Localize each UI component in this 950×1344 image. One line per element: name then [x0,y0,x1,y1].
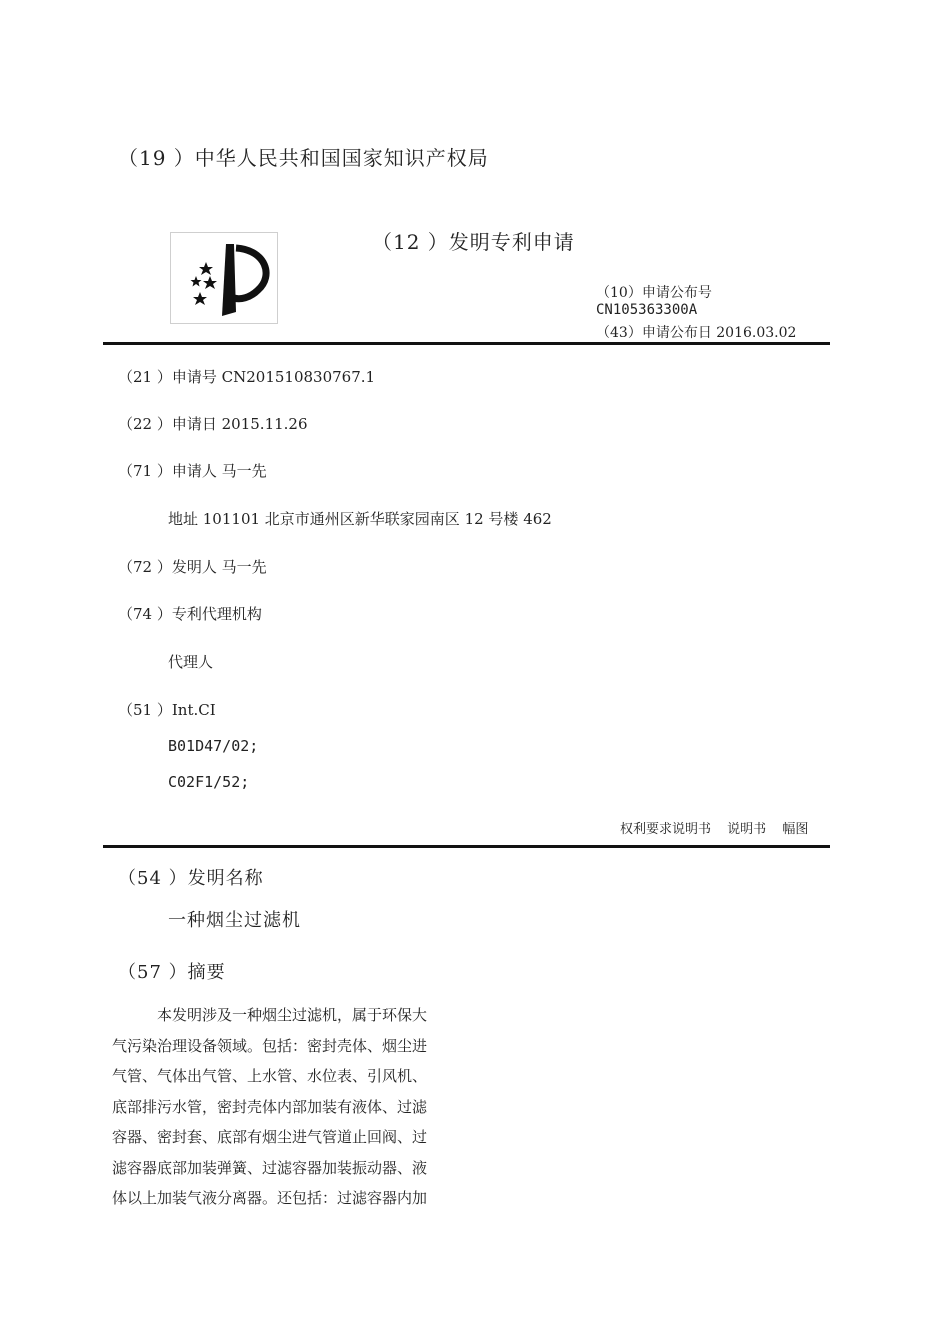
patent-agency: （74 ）专利代理机构 [118,605,262,623]
abstract-line: 体以上加装气液分离器。还包括：过滤容器内加 [112,1189,428,1207]
abstract-line: 气污染治理设备领域。包括：密封壳体、烟尘进 [112,1036,428,1055]
claims-link[interactable]: 权利要求说明书 [620,822,712,837]
inventor: （72 ）发明人 马一先 [118,558,267,576]
abstract-text [112,1000,462,1214]
application-date: （22 ）申请日 2015.11.26 [118,415,308,433]
abstract-line: 底部排污水管，密封壳体内部加装有液体、过滤 [112,1097,428,1116]
abstract-heading: （57 ）摘要 [118,962,226,983]
issuing-office: （19 ）中华人民共和国国家知识产权局 [118,146,489,170]
ipc-code-1: B01D47/02; [168,737,259,755]
applicant-address: 地址 101101 北京市通州区新华联家园南区 12 号楼 462 [168,510,552,528]
publication-number-label: （10）申请公布号 [596,285,712,301]
abstract-line: 容器、密封套、底部有烟尘进气管道止回阀、过 [112,1128,428,1146]
bib-divider [103,845,830,848]
figures-link[interactable]: 幅图 [782,822,809,837]
invention-title-heading: （54 ）发明名称 [118,868,264,889]
cnipa-logo [170,232,278,324]
publication-number: CN105363300A [596,302,698,318]
abstract-line: 气管、气体出气管、上水管、水位表、引风机、 [112,1067,428,1085]
applicant: （71 ）申请人 马一先 [118,462,267,480]
ipc-code-2: C02F1/52; [168,773,250,791]
document-links [620,818,808,837]
publication-date: （43）申请公布日 2016.03.02 [596,325,797,341]
patent-agent: 代理人 [168,653,214,671]
application-number: （21 ）申请号 CN201510830767.1 [118,368,376,386]
abstract-line: 滤容器底部加装弹簧、过滤容器加装振动器、液 [112,1158,428,1177]
abstract-line: 本发明涉及一种烟尘过滤机，属于环保大 [112,1006,428,1024]
invention-title: 一种烟尘过滤机 [168,910,301,931]
description-link[interactable]: 说明书 [727,822,767,837]
document-type: （12 ）发明专利申请 [372,230,575,254]
int-classification-label: （51 ）Int.CI [118,701,216,719]
header-divider [103,342,830,345]
